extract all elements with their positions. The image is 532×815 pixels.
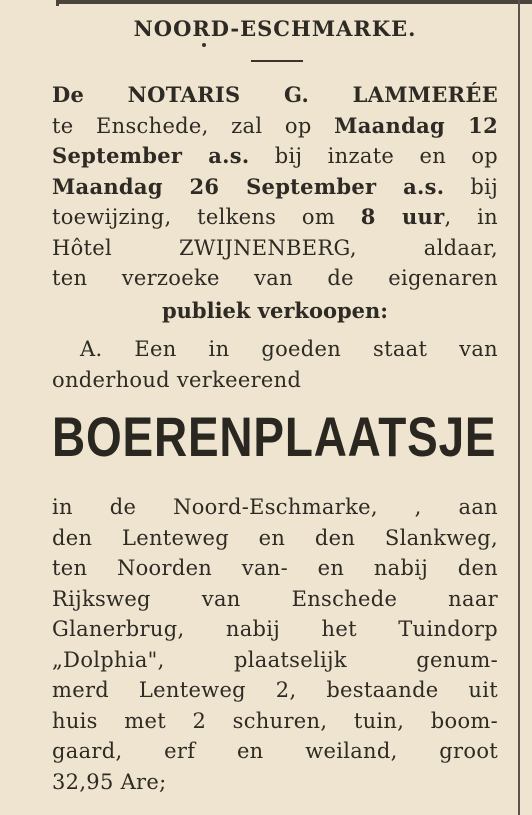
description-line: den Lenteweg en den Slankweg, — [52, 525, 498, 550]
description-line: 32,95 Are; — [52, 769, 167, 794]
description-line: huis met 2 schuren, tuin, boom- — [52, 708, 498, 733]
intro-text-segment: Maandag 26 September a.s. — [52, 173, 445, 199]
intro-text-segment: 8 uur — [360, 204, 445, 229]
intro-text-segment: , in — [444, 205, 498, 229]
intro-line — [52, 263, 498, 294]
description-line: gaard, erf en weiland, groot — [52, 739, 498, 763]
intro-line — [52, 202, 498, 233]
description-line: „Dolphia", plaatselijk genum- — [52, 647, 498, 672]
sale-announcement: publiek verkoopen: — [161, 298, 389, 323]
heading-divider — [251, 60, 303, 62]
intro-paragraph — [52, 80, 498, 294]
ornament-dot — [202, 43, 206, 47]
intro-line — [52, 80, 498, 111]
intro-text-segment: De NOTARIS G. LAMMERÉE — [52, 82, 498, 107]
intro-text-segment: toewijzing, telkens om — [52, 205, 361, 229]
lot-line: onderhoud verkeerend — [52, 367, 302, 392]
intro-line — [52, 233, 498, 264]
intro-text-segment: ten verzoeke van de eigenaren — [52, 266, 498, 290]
description-line: merd Lenteweg 2, bestaande uit — [52, 678, 498, 702]
intro-text-segment: te Enschede, zal op — [52, 113, 335, 138]
intro-text-segment: September a.s. — [52, 143, 250, 168]
property-title: BOERENPLAATSJE — [52, 405, 497, 468]
intro-line — [52, 141, 498, 172]
description-line: ten Noorden van- en nabij den — [52, 556, 498, 580]
top-border-rule — [58, 0, 532, 4]
description-line: Glanerbrug, nabij het Tuindorp — [52, 617, 498, 641]
intro-text-segment: Hôtel ZWIJNENBERG, aldaar, — [52, 235, 498, 260]
lot-paragraph — [52, 334, 498, 395]
intro-line — [52, 111, 498, 142]
description-line: in de Noord-Eschmarke, , aan — [52, 495, 498, 519]
lot-line: A. Een in goeden staat van — [80, 337, 498, 361]
ad-heading: NOORD-ESCHMARKE. — [133, 16, 417, 41]
description-paragraph — [52, 492, 498, 797]
description-line: Rijksweg van Enschede naar — [52, 586, 498, 611]
left-border-tick — [56, 0, 59, 6]
intro-text-segment: bij inzate en op — [249, 144, 499, 168]
column-border-rule — [518, 0, 520, 815]
intro-line — [52, 172, 498, 203]
intro-text-segment: bij — [444, 174, 498, 199]
intro-text-segment: Maandag 12 — [334, 112, 498, 138]
